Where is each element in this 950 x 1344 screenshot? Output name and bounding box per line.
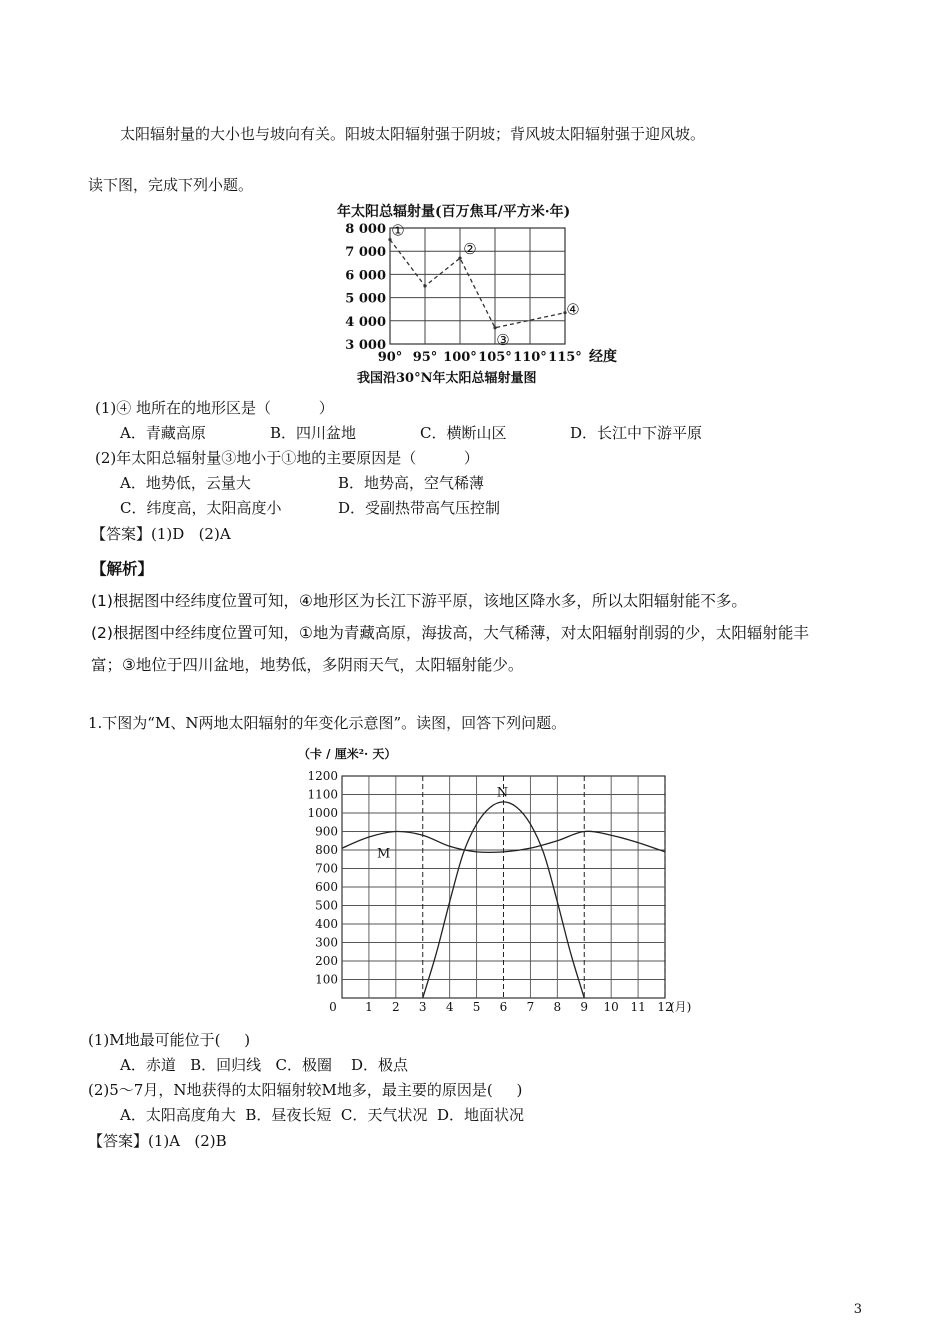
chart2-series-label-m: M	[376, 846, 391, 862]
analysis-line-2b: 富；③地位于四川盆地，地势低，多阴雨天气，太阳辐射能少。	[91, 656, 524, 674]
chart2-xtick: 10	[603, 1000, 619, 1014]
chart2-ytick: 100	[315, 972, 338, 987]
chart1-xtick: 110°	[513, 350, 547, 365]
chart2-xlabel: (月)	[670, 1000, 692, 1014]
mn-radiation-chart	[298, 740, 698, 1015]
sub1-text: (1)M地最可能位于( )	[88, 1031, 251, 1049]
chart1-ytick: 7 000	[345, 245, 386, 261]
chart1-xtick: 100°	[443, 350, 477, 365]
intro-paragraph: 太阳辐射量的大小也与坡向有关。阳坡太阳辐射强于阴坡；背风坡太阳辐射强于迎风坡。	[120, 125, 706, 143]
q2-option-d: D．受副热带高气压控制	[338, 499, 501, 517]
chart2-xtick: 3	[418, 1000, 427, 1014]
q1-option-b: B．四川盆地	[270, 424, 357, 442]
chart1-title: 年太阳总辐射量(百万焦耳/平方米·年)	[337, 204, 571, 220]
chart2-ylabel: （卡 / 厘米²· 天）	[298, 747, 397, 761]
chart2-xtick: 6	[499, 1000, 508, 1014]
chart1-frame	[390, 228, 565, 344]
q1-option-c: C．横断山区	[420, 424, 507, 442]
chart1-xtick: 95°	[412, 350, 438, 365]
chart2-xtick: 5	[472, 1000, 481, 1014]
chart2-series-label-n: N	[496, 785, 509, 801]
chart1-series-line	[390, 240, 565, 328]
chart2-ytick: 1200	[307, 769, 338, 783]
q1-option-a: A．青藏高原	[120, 424, 206, 442]
chart1-point-label: ③	[496, 330, 510, 349]
chart2-xtick: 1	[365, 1000, 373, 1014]
chart2-ytick: 400	[315, 917, 338, 931]
chart1-point-label: ②	[463, 240, 477, 259]
chart1-point-label: ①	[391, 221, 405, 240]
chart2-xtick: 9	[580, 1000, 589, 1014]
q2-option-c: C．纬度高，太阳高度小	[120, 499, 282, 517]
q-main-answer: 【答案】(1)A (2)B	[88, 1132, 227, 1150]
read-prompt: 读下图，完成下列小题。	[88, 176, 254, 194]
q2-option-a: A．地势低，云量大	[120, 474, 251, 492]
chart2-ytick: 1000	[307, 806, 338, 820]
chart1-point-label: ④	[566, 300, 580, 319]
chart2-ytick: 700	[315, 861, 338, 876]
chart2-ytick: 800	[315, 843, 338, 857]
sub1-options: A．赤道 B．回归线 C．极圈 D．极点	[120, 1056, 409, 1074]
q1-text: (1)④ 地所在的地形区是（ ）	[95, 399, 334, 417]
chart2-ytick: 1100	[307, 787, 338, 802]
page-number: 3	[853, 1302, 862, 1317]
chart2-ytick: 200	[315, 954, 338, 968]
chart2-xtick: 2	[392, 1000, 400, 1014]
chart1-ytick: 3 000	[345, 338, 386, 353]
chart2-ytick: 300	[315, 935, 338, 950]
chart1-ytick: 5 000	[345, 291, 386, 307]
main-question: 1.下图为“M、N两地太阳辐射的年变化示意图”。读图，回答下列问题。	[88, 714, 567, 732]
chart1-caption: 我国沿30°N年太阳总辐射量图	[357, 371, 537, 386]
chart1-ytick: 4 000	[345, 314, 386, 330]
chart1-xlabel: 经度	[589, 349, 617, 365]
q2-option-b: B．地势高，空气稀薄	[338, 474, 485, 492]
chart2-ytick: 500	[315, 898, 338, 913]
chart1-xtick: 115°	[548, 350, 582, 365]
chart1-ytick: 6 000	[345, 268, 386, 284]
chart1-xtick: 105°	[478, 350, 512, 365]
q1-answer: 【答案】(1)D (2)A	[91, 525, 231, 543]
chart1-point	[423, 284, 426, 287]
analysis-line-2a: (2)根据图中经纬度位置可知，①地为青藏高原，海拔高，大气稀薄，对太阳辐射削弱的少，太阳辐射能丰	[91, 624, 809, 642]
chart2-xtick: 7	[526, 1000, 535, 1014]
chart2-xtick: 11	[630, 1000, 646, 1014]
chart1-point	[493, 326, 496, 329]
sub2-options: A．太阳高度角大 B．昼夜长短 C．天气状况 D．地面状况	[120, 1106, 524, 1124]
chart2-ytick: 900	[315, 824, 338, 839]
chart1-xtick: 90°	[377, 350, 403, 365]
chart2-xtick: 0	[329, 1000, 337, 1014]
chart1-ytick: 8 000	[345, 222, 386, 237]
chart2-ytick: 600	[315, 880, 338, 894]
analysis-title: 【解析】	[91, 560, 154, 578]
q2-text: (2)年太阳总辐射量③地小于①地的主要原因是（ ）	[95, 449, 479, 467]
chart1-point	[458, 257, 461, 260]
chart2-xtick: 8	[553, 1000, 562, 1014]
q1-option-d: D．长江中下游平原	[570, 424, 703, 442]
chart2-xtick: 4	[445, 1000, 454, 1014]
solar-radiation-longitude-chart	[335, 200, 635, 390]
sub2-text: (2)5～7月，N地获得的太阳辐射较M地多，最主要的原因是( )	[88, 1081, 523, 1099]
analysis-line-1: (1)根据图中经纬度位置可知，④地形区为长江下游平原，该地区降水多，所以太阳辐射能不多。	[91, 592, 747, 610]
chart2-xtick: 12	[657, 1000, 673, 1014]
